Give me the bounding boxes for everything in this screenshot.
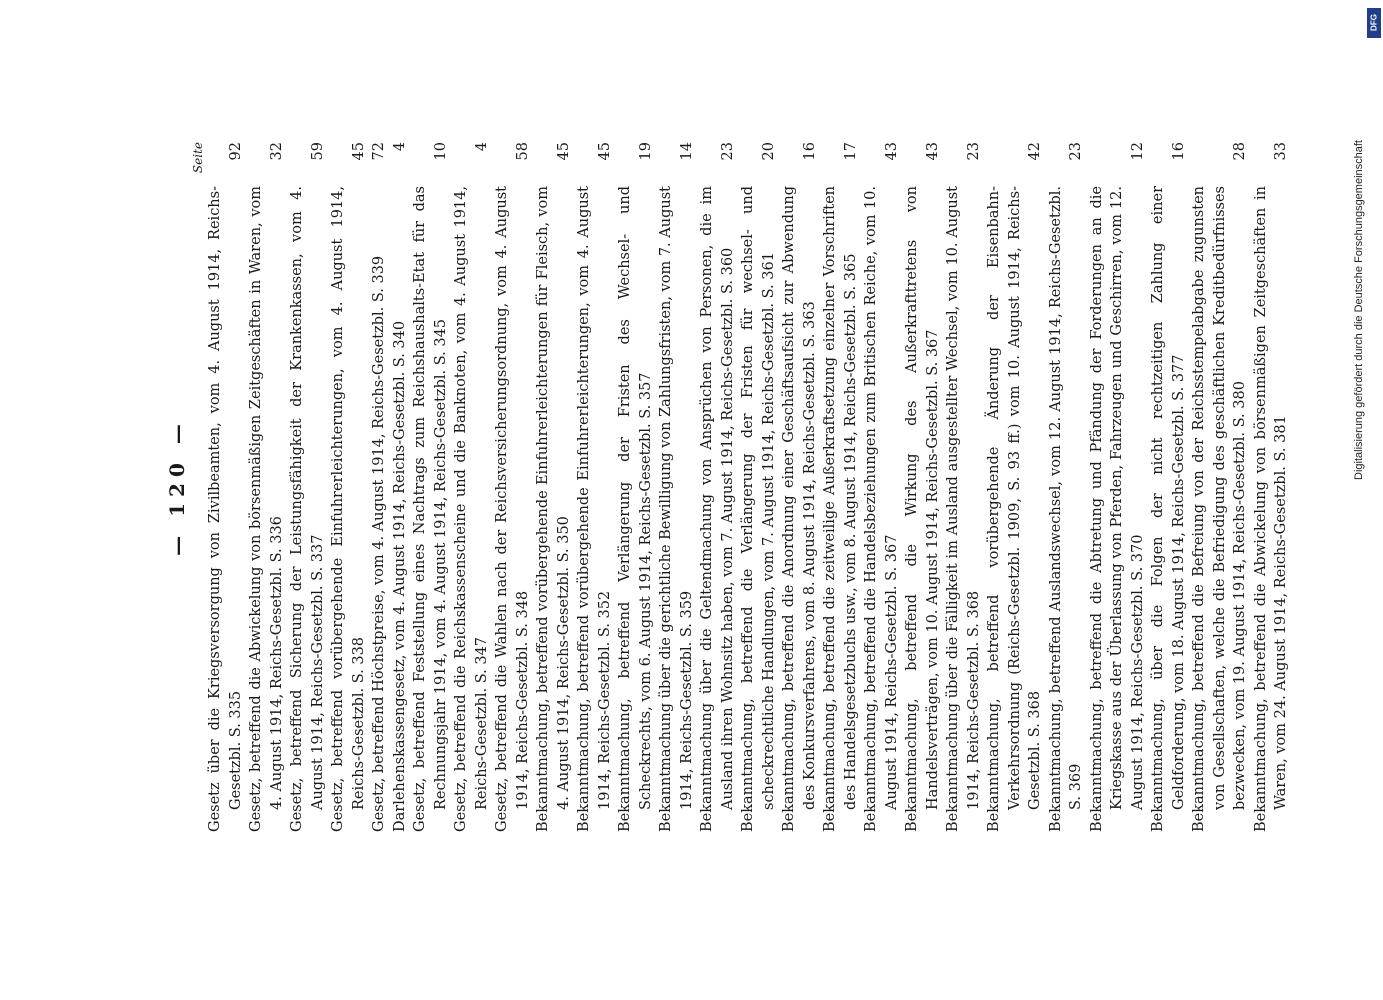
toc-entry-text: Bekanntmachung, betreffend die Handelsbeziehungen zum Britischen Reiche, vom 10. August 1914, Reichs-Gesetzbl. S. 367 [863,186,900,832]
toc-entry-page: 23 [1068,142,1084,161]
toc-entry-text: Bekanntmachung, betreffend vorübergehende Einfuhrerleichterungen, vom 4. August 1914, Reichs-Gesetzbl. S. 352 [576,186,613,832]
toc-entry-text: Bekanntmachung über die gerichtliche Bewilligung von Zahlungsfristen, vom 7. August 1914, Reichs-Gesetzbl. S. 359 [658,186,695,832]
toc-entry-page: 4 [473,142,490,152]
toc-entry-text: Gesetz, betreffend Feststellung eines Nachtrags zum Reichshaushalts-Etat für das Rechnungsjahr 1914, vom 4. August 1914, Reichs-Gesetzbl. S. 345 [412,186,449,832]
toc-entry-text: Bekanntmachung, betreffend vorübergehende Änderung der Eisenbahn-Verkehrsordnung (Reichs-Gesetzbl. 1909, S. 93 ff.) vom 10. August 1914, Reichs-Gesetzbl. S. 368 [986,186,1043,832]
toc-entry-page: 16 [1170,142,1187,161]
toc-entry [328,142,369,832]
toc-entry [779,142,820,832]
toc-entry-page: 58 [514,142,531,161]
toc-entry-text: Bekanntmachung über die Geltendmachung von Ansprüchen von Personen, die im Ausland ihren Wohnsitz haben, vom 7. August 1914, Reichs-Gesetzbl. S. 360 [699,186,736,832]
toc-entry-page: 92 [227,142,244,161]
dfg-logo: DFG [1367,8,1381,38]
toc-entry-text: Bekanntmachung, betreffend die Wirkung des Außerkrafttretens von Handelsverträgen, vom 10. August 1914, Reichs-Gesetzbl. S. 367 [904,186,941,832]
toc-entry-page: 32 [268,142,285,161]
toc-entry-text: Gesetz über die Kriegsversorgung von Zivilbeamten, vom 4. August 1914, Reichs-Gesetzbl. S. 335 [207,186,244,832]
toc-entry [1189,142,1251,832]
toc-entry-page: 43 [924,142,941,161]
toc-entry-page: 72 [371,142,387,161]
toc-entry-page: 28 [1232,142,1248,161]
toc-entry [820,142,861,832]
toc-entry-text: Bekanntmachung, betreffend vorübergehende Einfuhrerleichterungen für Fleisch, vom 4. August 1914, Reichs-Gesetzbl. S. 350 [535,186,572,832]
toc-entry [287,142,328,832]
toc-entry-text: Gesetz, betreffend vorübergehende Einfuhrerleichterungen, vom 4. August 1914, Reichs-Gesetzbl. S. 338 [330,186,367,832]
toc-entry [615,142,656,832]
toc-entry-text: Gesetz, betreffend die Wahlen nach der Reichsversicherungsordnung, vom 4. August 1914, Reichs-Gesetzbl. S. 348 [494,186,531,832]
toc-entry-page: 17 [842,142,859,161]
toc-entry-page: 23 [965,142,982,161]
toc-entry [1148,142,1189,832]
page-number: — 120 — [165,418,189,556]
toc-entry-page: 23 [719,142,736,161]
toc-entry-text: Gesetz, betreffend die Abwickelung von börsenmäßigen Zeitgeschäften in Waren, vom 4. August 1914, Reichs-Gesetzbl. S. 336 [248,186,285,832]
toc-entry [533,142,574,832]
toc-entry-text: Bekanntmachung über die Fälligkeit im Ausland ausgestellter Wechsel, vom 10. August 1914, Reichs-Gesetzbl. S. 368 [945,186,982,832]
toc-entry [451,142,492,832]
toc-entry-text: Gesetz, betreffend die Reichskassenscheine und die Banknoten, vom 4. August 1914, Reichs-Gesetzbl. S. 347 [453,186,490,832]
toc-entry [984,142,1046,832]
toc-entry [943,142,984,832]
toc-entry-text: Bekanntmachung, betreffend die zeitweilige Außerkraftsetzung einzelner Vorschriften des Handelsgesetzbuchs usw., vom 8. August 1914, Reichs-Gesetzbl. S. 365 [822,186,859,832]
toc-entry [1046,142,1087,832]
toc-entry [492,142,533,832]
toc-entry-text: Bekanntmachung, betreffend die Anordnung einer Geschäftsaufsicht zur Abwendung des Konkursverfahrens, vom 8. August 1914, Reichs-Gesetzbl. S. 363 [781,186,818,832]
toc-entry-page: 19 [637,142,654,161]
toc-entry-page: 33 [1273,142,1289,161]
toc-entry [246,142,287,832]
page-column-label: Seite [191,142,205,174]
toc-entry-text: Bekanntmachung, betreffend die Abwickelung von börsenmäßigen Zeitgeschäften in Waren, vom 24. August 1914, Reichs-Gesetzbl. S. 381 [1252,186,1289,832]
toc-entry-text: Bekanntmachung, betreffend Verlängerung der Fristen des Wechsel- und Scheckrechts, vom 6. August 1914, Reichs-Gesetzbl. S. 357 [617,186,654,832]
toc-entry-text: Bekanntmachung, betreffend die Befreiung von der Reichsstempelabgabe zugunsten von Gesellschaften, welche die Befriedigung des geschäftlichen Kreditbedürfnisses bezwecken, vom 19. August 1914, Reichs-Gesetzbl. S. 380 [1191,186,1248,832]
toc-entry [1087,142,1149,832]
toc-entry-text: Bekanntmachung, über die Folgen der nicht rechtzeitigen Zahlung einer Geldforderung, vom 18. August 1914, Reichs-Gesetzbl. S. 377 [1150,186,1187,832]
toc-entry [1251,142,1292,832]
toc-entry-text: Gesetz, betreffend Höchstpreise, vom 4. August 1914, Reichs-Gesetzbl. S. 339 [371,255,387,832]
toc-entry [410,142,451,832]
toc-entry-text: Bekanntmachung, betreffend Auslandswechsel, vom 12. August 1914, Reichs-Gesetzbl. S. 369 [1047,186,1084,832]
toc-entry [902,142,943,832]
toc-entry [656,142,697,832]
toc-entry-page: 14 [678,142,695,161]
toc-entry-page: 45 [596,142,613,161]
toc-entry-page: 59 [309,142,326,161]
toc-entry [574,142,615,832]
toc-entry-text: Darlehenskassengesetz, vom 4. August 1914, Reichs-Gesetzbl. S. 340 [391,320,408,832]
toc-entry-page: 43 [883,142,900,161]
table-of-contents [205,142,1289,832]
toc-entry [390,142,411,832]
toc-entry-page: 42 [1027,142,1043,161]
toc-entry [697,142,738,832]
toc-entry-page: 45 [350,142,367,161]
toc-entry-text: Gesetz, betreffend Sicherung der Leistungsfähigkeit der Krankenkassen, vom 4. August 1914, Reichs-Gesetzbl. S. 337 [289,186,326,832]
toc-entry-text: Bekanntmachung, betreffend die Verlängerung der Fristen für wechsel- und scheckrechtliche Handlungen, vom 7. August 1914, Reichs-Gesetzbl. S. 361 [740,186,777,832]
toc-entry [205,142,246,832]
toc-entry-page: 45 [555,142,572,161]
toc-entry-page: 10 [432,142,449,161]
toc-entry-page: 20 [760,142,777,161]
toc-entry [369,142,390,832]
toc-entry [738,142,779,832]
toc-entry-page: 16 [801,142,818,161]
funding-note: Digitalisierung gefördert durch die Deutsche Forschungsgemeinschaft [1353,140,1365,480]
toc-entry [861,142,902,832]
rotated-content [165,142,1289,832]
toc-entry-text: Bekanntmachung, betreffend die Abtretung und Pfändung der Forderungen an die Kriegskasse aus der Überlassung von Pferden, Fahrzeugen und Geschirren, vom 12. August 1914, Reichs-Gesetzbl. S. 370 [1088,186,1146,832]
toc-entry-page: 12 [1129,142,1146,161]
toc-entry-page: 4 [391,142,408,152]
